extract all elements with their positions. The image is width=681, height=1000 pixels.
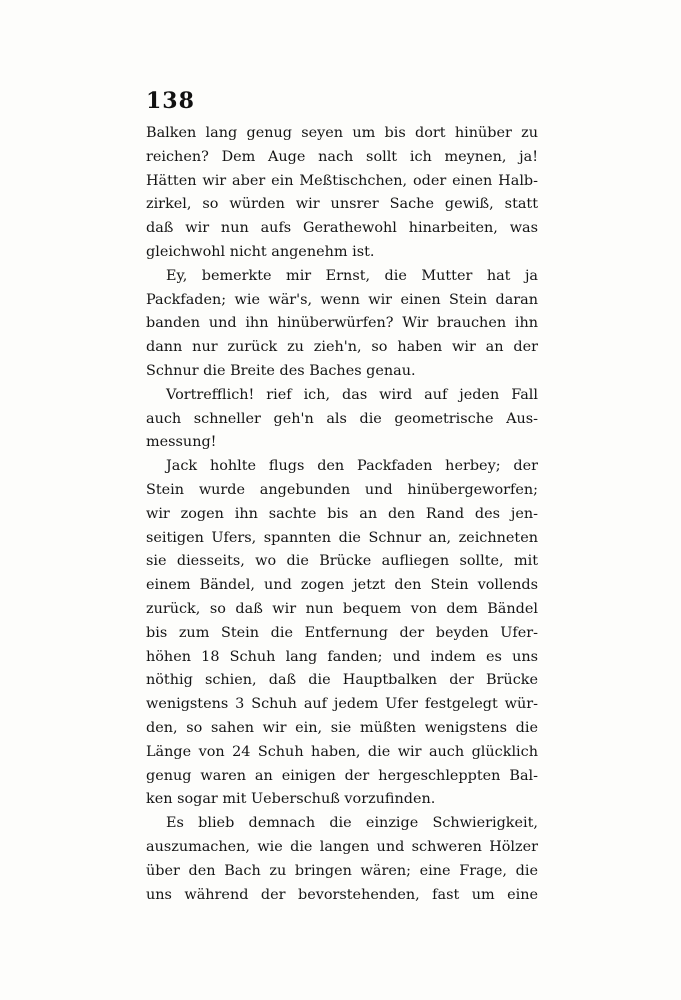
text-line: Balken lang genug seyen um bis dort hinüber zu [146, 125, 538, 141]
text-line: höhen 18 Schuh lang fanden; und indem es uns [146, 648, 538, 665]
text-line: messung! [146, 434, 217, 451]
text-line: uns während der bevorstehenden, fast um eine [146, 886, 538, 903]
text-line: ken sogar mit Ueberschuß vorzufinden. [146, 791, 436, 808]
text-line: über den Bach zu bringen wären; eine Frage, die [146, 862, 538, 879]
text-line: seitigen Ufers, spannten die Schnur an, zeichneten [146, 529, 538, 546]
text-line: Jack hohlte flugs den Packfaden herbey; der [166, 458, 538, 475]
text-line: zirkel, so würden wir unsrer Sache gewiß, statt [146, 196, 538, 213]
text-line: einem Bändel, und zogen jetzt den Stein vollends [146, 577, 538, 594]
text-line: reichen? Dem Auge nach sollt ich meynen, ja! [146, 148, 538, 165]
text-line: banden und ihn hinüberwürfen? Wir brauchen ihn [146, 315, 538, 332]
text-line: Ey, bemerkte mir Ernst, die Mutter hat ja [166, 267, 538, 284]
text-line: dann nur zurück zu zieh'n, so haben wir an der [146, 339, 538, 356]
text-line: genug waren an einigen der hergeschleppten Bal- [146, 767, 538, 784]
text-line: auch schneller geh'n als die geometrische Aus- [146, 410, 538, 427]
text-line: Es blieb demnach die einzige Schwierigkeit, [166, 815, 538, 832]
text-line: den, so sahen wir ein, sie müßten wenigstens die [146, 719, 538, 736]
paragraph [146, 455, 538, 812]
text-line: gleichwohl nicht angenehm ist. [146, 243, 375, 260]
text-line: Hätten wir aber ein Meßtischchen, oder einen Halb- [146, 172, 538, 189]
text-line: zurück, so daß wir nun bequem von dem Bändel [146, 600, 538, 617]
text-line: auszumachen, wie die langen und schweren Hölzer [146, 838, 538, 855]
text-line: Stein wurde angebunden und hinübergeworfen; [146, 481, 538, 498]
text-line: Packfaden; wie wär's, wenn wir einen Stein daran [146, 291, 538, 308]
text-line: Länge von 24 Schuh haben, die wir auch glücklich [146, 743, 538, 760]
body-text [146, 122, 538, 907]
paragraph [146, 384, 538, 455]
text-line: wenigstens 3 Schuh auf jedem Ufer festgelegt wür- [146, 696, 538, 713]
text-line: Vortrefflich! rief ich, das wird auf jeden Fall [166, 386, 538, 403]
paragraph [146, 812, 538, 907]
paragraph [146, 122, 538, 265]
text-line: nöthig schien, daß die Hauptbalken der Brücke [146, 672, 538, 689]
text-line: daß wir nun aufs Gerathewohl hinarbeiten, was [146, 220, 538, 237]
text-line: bis zum Stein die Entfernung der beyden Ufer- [146, 624, 538, 641]
text-line: Schnur die Breite des Baches genau. [146, 362, 416, 379]
text-line: sie diesseits, wo die Brücke aufliegen sollte, mit [146, 553, 538, 570]
page-number: 138 [146, 88, 195, 114]
text-line: wir zogen ihn sachte bis an den Rand des jen- [146, 505, 538, 522]
paragraph [146, 265, 538, 384]
